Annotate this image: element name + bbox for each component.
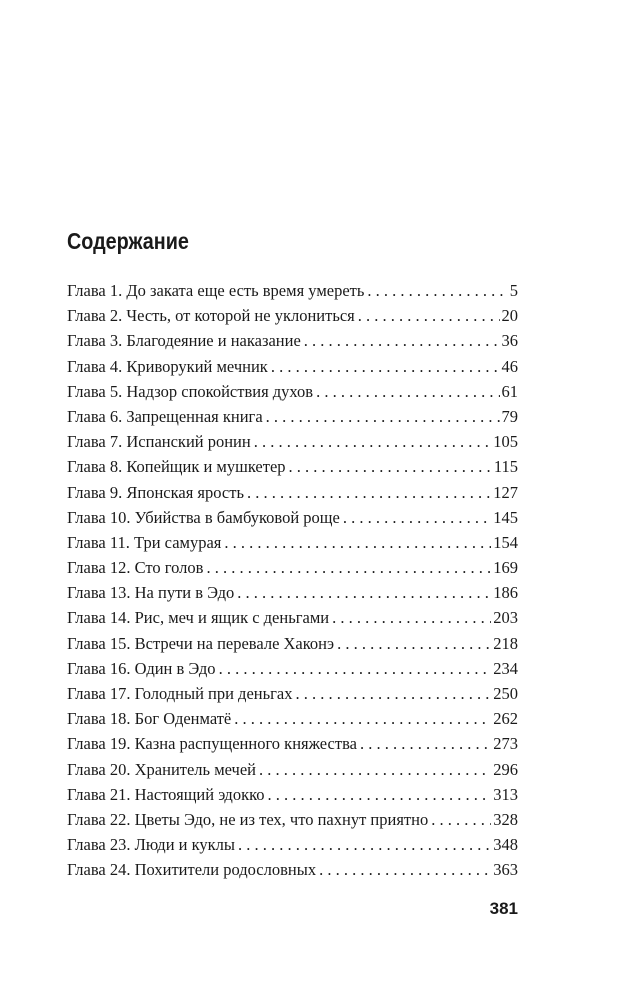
chapter-title: Глава 8. Копейщик и мушкетер — [67, 457, 286, 477]
toc-entry[interactable] — [67, 328, 518, 353]
toc-entry[interactable] — [67, 757, 518, 782]
toc-entry[interactable] — [67, 782, 518, 807]
page-number: 186 — [493, 583, 518, 603]
chapter-title: Глава 14. Рис, меч и ящик с деньгами — [67, 608, 330, 628]
page-number: 145 — [493, 507, 518, 527]
page-folio: 381 — [489, 899, 518, 918]
toc-entry[interactable] — [67, 807, 518, 832]
toc-entry[interactable] — [67, 580, 518, 605]
chapter-title: Глава 4. Криворукий мечник — [67, 356, 268, 376]
dot-leader — [268, 782, 492, 807]
toc-entry[interactable] — [67, 857, 518, 882]
dot-leader — [237, 580, 491, 605]
toc-entry[interactable] — [67, 631, 518, 656]
chapter-title: Глава 2. Честь, от которой не уклониться — [67, 306, 355, 326]
toc-entry[interactable] — [67, 530, 518, 555]
page-number: 36 — [501, 331, 518, 351]
toc-entry[interactable] — [67, 480, 518, 505]
dot-leader — [224, 530, 491, 555]
chapter-title: Глава 17. Голодный при деньгах — [67, 684, 293, 703]
chapter-title: Глава 19. Казна распущенного княжества — [67, 734, 357, 754]
toc-entry[interactable] — [67, 404, 518, 429]
page-number: 154 — [493, 532, 518, 552]
chapter-title: Глава 13. На пути в Эдо — [67, 583, 235, 603]
dot-leader — [247, 480, 491, 505]
page-number: 169 — [493, 558, 518, 578]
toc-entry[interactable] — [67, 681, 518, 706]
page-number: 46 — [501, 356, 518, 376]
page-number: 20 — [501, 306, 518, 326]
page-number: 296 — [493, 759, 518, 779]
chapter-title: Глава 9. Японская ярость — [67, 482, 244, 502]
dot-leader — [254, 429, 492, 454]
page-number: 328 — [493, 809, 518, 829]
page-number: 79 — [501, 406, 518, 426]
dot-leader — [234, 706, 491, 731]
dot-leader — [304, 328, 500, 353]
dot-leader — [316, 379, 499, 404]
toc-entry[interactable] — [67, 731, 518, 756]
chapter-title: Глава 7. Испанский ронин — [67, 432, 251, 452]
dot-leader — [289, 454, 492, 479]
dot-leader — [266, 404, 500, 429]
toc-entry[interactable] — [67, 278, 518, 303]
toc-entry[interactable] — [67, 505, 518, 530]
toc-entry[interactable] — [67, 555, 518, 580]
toc-entry[interactable] — [67, 303, 518, 328]
page-number: 105 — [493, 432, 518, 452]
toc-entry[interactable] — [67, 605, 518, 630]
toc-entry[interactable] — [67, 656, 518, 681]
chapter-title: Глава 5. Надзор спокойствия духов — [67, 381, 314, 401]
chapter-title: Глава 18. Бог Оденматё — [67, 709, 232, 729]
page-title: Содержание — [67, 228, 189, 254]
page-number: 250 — [493, 684, 518, 703]
toc-entry[interactable] — [67, 832, 518, 857]
dot-leader — [238, 832, 491, 857]
page-number: 234 — [493, 658, 518, 678]
dot-leader — [431, 807, 491, 832]
page-number: 218 — [493, 633, 518, 653]
dot-leader — [337, 631, 491, 656]
chapter-title: Глава 15. Встречи на перевале Хаконэ — [67, 633, 335, 653]
page-number: 115 — [493, 457, 518, 477]
page-number: 273 — [493, 734, 518, 754]
dot-leader — [295, 681, 491, 706]
chapter-title: Глава 11. Три самурая — [67, 532, 222, 552]
chapter-title: Глава 22. Цветы Эдо, не из тех, что пахнут приятно — [67, 809, 429, 829]
dot-leader — [360, 731, 491, 756]
chapter-title: Глава 6. Запрещенная книга — [67, 406, 263, 426]
toc-entry[interactable] — [67, 454, 518, 479]
page-number: 262 — [493, 709, 518, 729]
chapter-title: Глава 3. Благодеяние и наказание — [67, 331, 301, 351]
table-of-contents — [67, 278, 518, 883]
page-number: 5 — [509, 281, 518, 300]
chapter-title: Глава 10. Убийства в бамбуковой роще — [67, 507, 340, 527]
page-number: 348 — [493, 835, 518, 855]
page-number: 363 — [493, 860, 518, 880]
chapter-title: Глава 12. Сто голов — [67, 558, 204, 578]
toc-entry[interactable] — [67, 354, 518, 379]
page-number: 313 — [493, 784, 518, 804]
toc-entry[interactable] — [67, 379, 518, 404]
page-number: 203 — [493, 608, 518, 628]
chapter-title: Глава 21. Настоящий эдокко — [67, 784, 265, 804]
chapter-title: Глава 23. Люди и куклы — [67, 835, 235, 855]
dot-leader — [319, 857, 491, 882]
dot-leader — [259, 757, 491, 782]
dot-leader — [219, 656, 492, 681]
dot-leader — [343, 505, 491, 530]
dot-leader — [271, 354, 500, 379]
dot-leader — [358, 303, 500, 328]
chapter-title: Глава 20. Хранитель мечей — [67, 759, 257, 779]
dot-leader — [367, 278, 507, 303]
page-number: 127 — [493, 482, 518, 502]
page-number: 61 — [501, 381, 518, 401]
chapter-title: Глава 24. Похитители родословных — [67, 860, 317, 880]
chapter-title: Глава 16. Один в Эдо — [67, 658, 216, 678]
toc-entry[interactable] — [67, 706, 518, 731]
toc-entry[interactable] — [67, 429, 518, 454]
dot-leader — [332, 605, 491, 630]
chapter-title: Глава 1. До заката еще есть время умереть — [67, 281, 365, 300]
dot-leader — [206, 555, 491, 580]
